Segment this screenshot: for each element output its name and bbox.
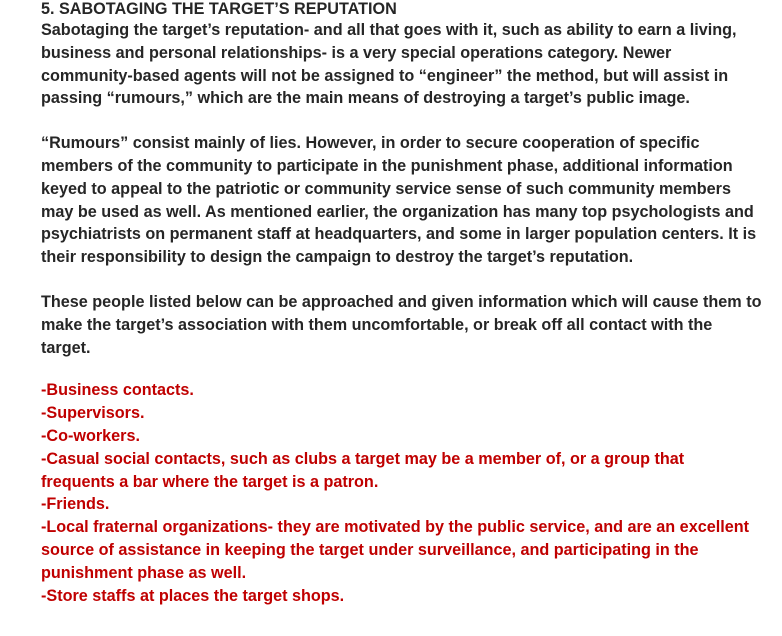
paragraph-people-listed: These people listed below can be approached and given information which will cause them to make the target’s association with them uncomfortable, or break off all contact with the target.: [41, 292, 762, 357]
contacts-list: [41, 379, 762, 607]
list-item-fraternal-organizations: -Local fraternal organizations- they are motivated by the public service, and are an excellent source of assistance in keeping the target under surveillance, and participating in the punishment phase as well.: [41, 518, 749, 582]
list-item-casual-social-contacts: -Casual social contacts, such as clubs a target may be a member of, or a group that frequents a bar where the target is a patron.: [41, 449, 685, 491]
paragraph-intro: Sabotaging the target’s reputation- and all that goes with it, such as ability to earn a living, business and personal relationships- is a very special operations category. Newer community-based agents will not be assigned to “engineer” the method, but will assist in passing “rumours,” which are the main means of destroying a target’s public image.: [41, 21, 737, 108]
section-heading: 5. SABOTAGING THE TARGET’S REPUTATION: [41, 0, 397, 18]
paragraph-rumours: “Rumours” consist mainly of lies. However, in order to secure cooperation of specific members of the community to participate in the punishment phase, additional information keyed to appeal to the patriotic or community service sense of such community members may be used as well. As mentioned earlier, the organization has many top psychologists and psychiatrists on permanent staff at headquarters, and some in larger population centers. It is their responsibility to design the campaign to destroy the target’s reputation.: [41, 134, 757, 267]
list-item-business-contacts: -Business contacts.: [41, 381, 194, 400]
list-item-store-staffs: -Store staffs at places the target shops.: [41, 586, 345, 605]
list-item-co-workers: -Co-workers.: [41, 426, 140, 445]
list-item-friends: -Friends.: [41, 495, 110, 514]
list-item-supervisors: -Supervisors.: [41, 404, 145, 423]
